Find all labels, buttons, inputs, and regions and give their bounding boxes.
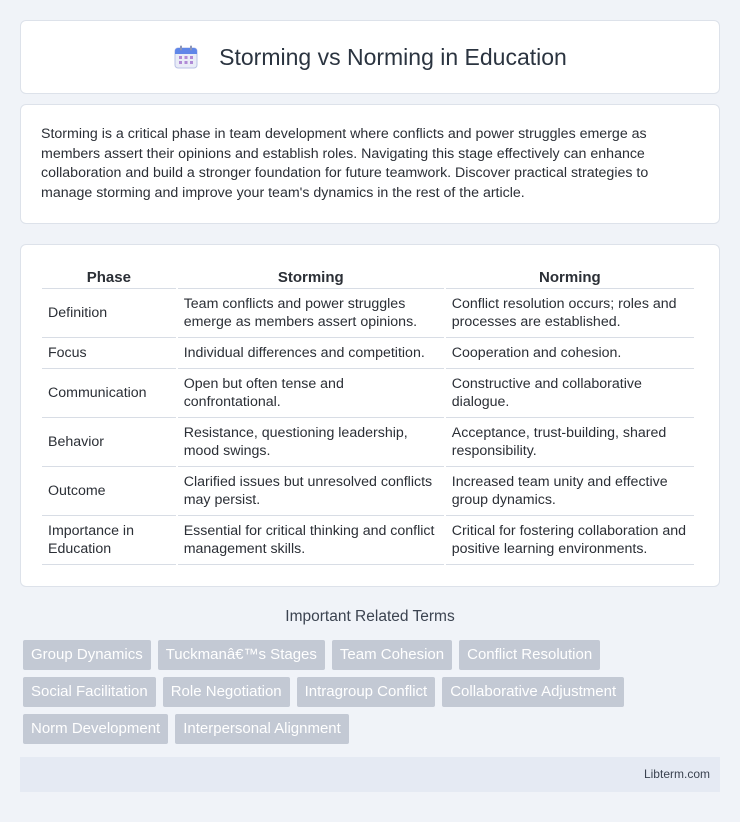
norming-cell: Conflict resolution occurs; roles and processes are established. (446, 289, 694, 338)
storming-cell: Clarified issues but unresolved conflicts may persist. (178, 467, 444, 516)
tag-social-facilitation[interactable]: Social Facilitation (23, 677, 156, 707)
storming-cell: Individual differences and competition. (178, 338, 444, 369)
norming-cell: Acceptance, trust-building, shared responsibility. (446, 418, 694, 467)
table-header-row (42, 265, 694, 289)
tag-conflict-resolution[interactable]: Conflict Resolution (459, 640, 600, 670)
tag-group-dynamics[interactable]: Group Dynamics (23, 640, 151, 670)
table-row (42, 289, 694, 338)
intro-paragraph: Storming is a critical phase in team development where conflicts and power struggles emerge as members assert their opinions and establish roles. Navigating this stage effectively can enhance collaboration and build a stronger foundation for future teamwork. Discover practical strategies to manage storming and improve your team's dynamics in the rest of the article. (41, 126, 649, 201)
footer-site-link[interactable]: Libterm.com (643, 767, 710, 781)
comparison-table-card (20, 244, 720, 587)
header-norming: Norming (446, 265, 694, 289)
tag-norm-development[interactable]: Norm Development (23, 714, 168, 744)
storming-cell: Open but often tense and confrontational. (178, 369, 444, 418)
calendar-icon (173, 44, 199, 70)
tag-row (23, 714, 713, 744)
row-label: Importance in Education (42, 516, 176, 565)
tag-interpersonal-alignment[interactable]: Interpersonal Alignment (175, 714, 349, 744)
storming-cell: Team conflicts and power struggles emerge as members assert opinions. (178, 289, 444, 338)
row-label: Definition (42, 289, 176, 338)
tag-row (23, 640, 713, 670)
norming-cell: Cooperation and cohesion. (446, 338, 694, 369)
header-phase: Phase (42, 265, 176, 289)
tag-row (23, 677, 713, 707)
page-title: Storming vs Norming in Education (219, 43, 567, 70)
intro-card (20, 104, 720, 224)
table-row (42, 467, 694, 516)
footer (20, 757, 720, 792)
norming-cell: Increased team unity and effective group dynamics. (446, 467, 694, 516)
table-row (42, 369, 694, 418)
tag-team-cohesion[interactable]: Team Cohesion (332, 640, 452, 670)
title-wrap (173, 44, 567, 71)
header-storming: Storming (178, 265, 444, 289)
row-label: Outcome (42, 467, 176, 516)
comparison-table (40, 265, 696, 565)
title-card (20, 20, 720, 94)
storming-cell: Resistance, questioning leadership, mood swings. (178, 418, 444, 467)
norming-cell: Constructive and collaborative dialogue. (446, 369, 694, 418)
related-terms-title: Important Related Terms (285, 608, 455, 625)
tag-role-negotiation[interactable]: Role Negotiation (163, 677, 290, 707)
tag-tuckmans-stages[interactable]: Tuckmanâ€™s Stages (158, 640, 325, 670)
norming-cell: Critical for fostering collaboration and positive learning environments. (446, 516, 694, 565)
table-row (42, 338, 694, 369)
table-row (42, 418, 694, 467)
row-label: Communication (42, 369, 176, 418)
tag-intragroup-conflict[interactable]: Intragroup Conflict (297, 677, 436, 707)
tag-collaborative-adjustment[interactable]: Collaborative Adjustment (442, 677, 624, 707)
row-label: Focus (42, 338, 176, 369)
storming-cell: Essential for critical thinking and conflict management skills. (178, 516, 444, 565)
related-terms-tags (23, 640, 713, 751)
table-row (42, 516, 694, 565)
row-label: Behavior (42, 418, 176, 467)
